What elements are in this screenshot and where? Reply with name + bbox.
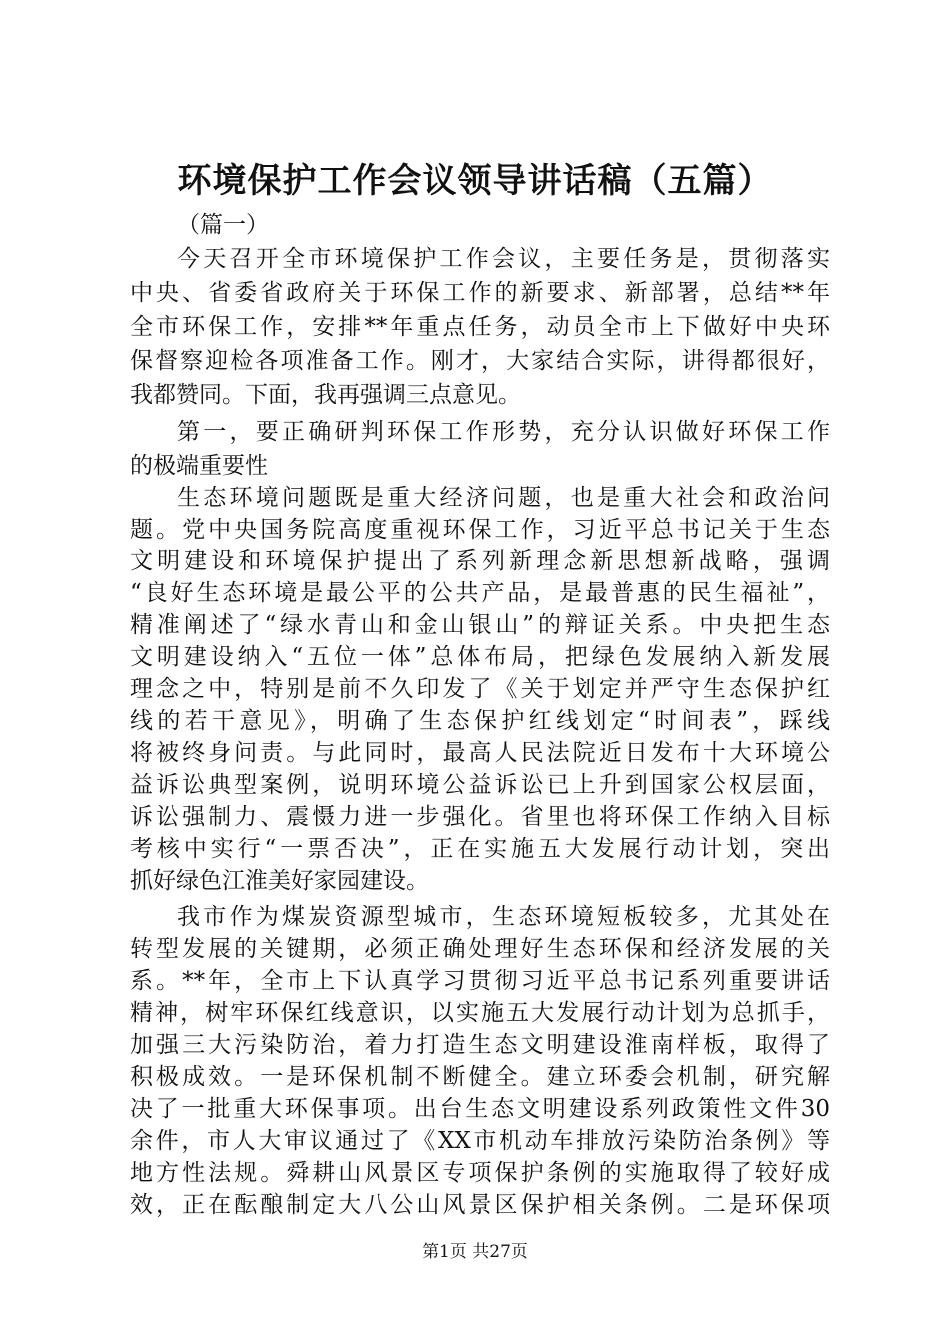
body-line: 益诉讼典型案例，说明环境公益诉讼已上升到国家公权层面， <box>130 772 830 798</box>
body-line: 生态环境问题既是重大经济问题，也是重大社会和政治问 <box>177 485 830 511</box>
section-label: （篇一） <box>177 212 269 238</box>
body-line: 余件，市人大审议通过了《XX市机动车排放污染防治条例》等 <box>130 1128 830 1154</box>
body-line: 文明建设和环境保护提出了系列新理念新思想新战略，强调 <box>130 548 830 574</box>
body-line: 全市环保工作，安排**年重点任务，动员全市上下做好中央环 <box>130 314 830 340</box>
body-line: 考核中实行“一票否决”，正在实施五大发展行动计划，突出 <box>130 836 830 862</box>
body-line: 系。**年，全市上下认真学习贯彻习近平总书记系列重要讲话 <box>130 968 830 994</box>
body-line: 保督察迎检各项准备工作。刚才，大家结合实际，讲得都很好， <box>130 348 830 374</box>
body-line: 转型发展的关键期，必须正确处理好生态环保和经济发展的关 <box>130 936 830 962</box>
body-line: 精准阐述了“绿水青山和金山银山”的辩证关系。中央把生态 <box>130 612 830 638</box>
body-line: 我都赞同。下面，我再强调三点意见。 <box>130 382 521 408</box>
body-line: 诉讼强制力、震慑力进一步强化。省里也将环保工作纳入目标 <box>130 804 830 830</box>
body-line: 加强三大污染防治，着力打造生态文明建设淮南样板，取得了 <box>130 1032 830 1058</box>
body-line: 第一，要正确研判环保工作形势，充分认识做好环保工作 <box>177 419 830 445</box>
body-line: 中央、省委省政府关于环保工作的新要求、新部署，总结**年 <box>130 280 830 306</box>
body-line: 文明建设纳入“五位一体”总体布局，把绿色发展纳入新发展 <box>130 644 830 670</box>
body-line: 地方性法规。舜耕山风景区专项保护条例的实施取得了较好成 <box>130 1160 830 1186</box>
body-line: 将被终身问责。与此同时，最高人民法院近日发布十大环境公 <box>130 740 830 766</box>
body-line: 我市作为煤炭资源型城市，生态环境短板较多，尤其处在 <box>177 904 830 930</box>
body-line: “良好生态环境是最公平的公共产品，是最普惠的民生福祉”， <box>130 580 830 606</box>
body-line: 题。党中央国务院高度重视环保工作，习近平总书记关于生态 <box>130 517 830 543</box>
body-line: 精神，树牢环保红线意识，以实施五大发展行动计划为总抓手， <box>130 1000 830 1026</box>
body-line: 效，正在酝酿制定大八公山风景区保护相关条例。二是环保项 <box>130 1192 830 1218</box>
body-line: 今天召开全市环境保护工作会议，主要任务是，贯彻落实 <box>177 246 830 272</box>
page-number-footer: 第1页 共27页 <box>422 1242 528 1262</box>
document-title: 环境保护工作会议领导讲话稿（五篇） <box>177 161 773 201</box>
body-line: 积极成效。一是环保机制不断健全。建立环委会机制，研究解 <box>130 1064 830 1090</box>
body-line: 决了一批重大环保事项。出台生态文明建设系列政策性文件30 <box>130 1096 830 1122</box>
body-line: 理念之中，特别是前不久印发了《关于划定并严守生态保护红 <box>130 676 830 702</box>
body-line: 抓好绿色江淮美好家园建设。 <box>130 868 429 894</box>
body-line: 线的若干意见》，明确了生态保护红线划定“时间表”，踩线 <box>130 708 830 734</box>
body-line: 的极端重要性 <box>130 453 268 479</box>
